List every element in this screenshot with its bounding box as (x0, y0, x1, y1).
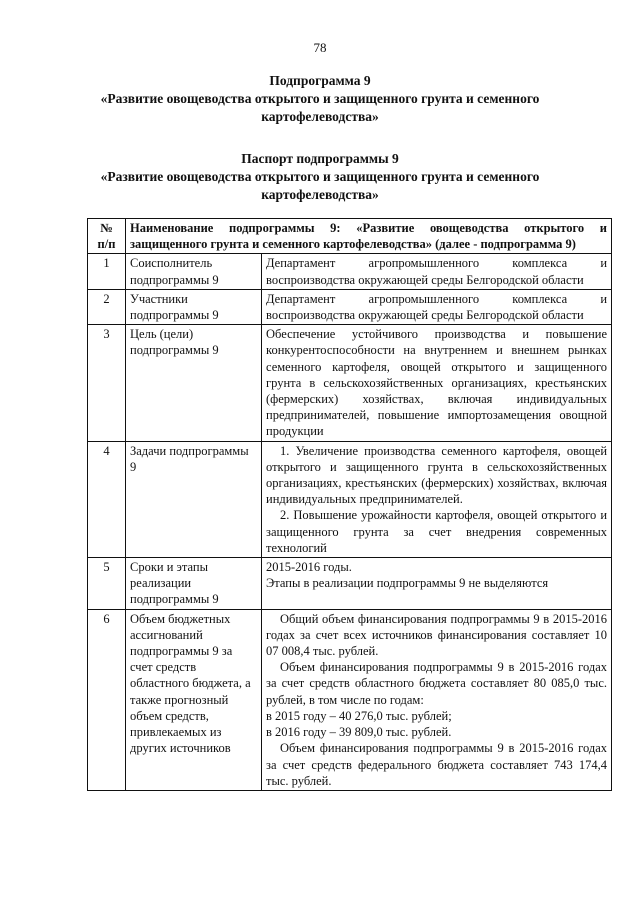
row-content-paragraph: Этапы в реализации подпрограммы 9 не выделяются (266, 576, 549, 591)
row-content-paragraph: Обеспечение устойчивого производства и повышение конкурентоспособности на внутреннем и внешнем рынках семенного картофеля, овощей открытого и защищенного грунта в сельскохозяйственных организациях, крестьянских (фермерских) хозяйствах, включая индивидуальных предпринимателей, повышение импортозамещения овощной продукции (266, 327, 608, 439)
row-content-paragraph: Объем финансирования подпрограммы 9 в 2015-2016 годах за счет средств федерального бюджета составляет 743 174,4 тыс. рублей. (266, 741, 608, 788)
row-content-paragraph: в 2015 году – 40 276,0 тыс. рублей; (266, 708, 452, 723)
row-content-paragraph: Департамент агропромышленного комплекса и воспроизводства окружающей среды Белгородской области (266, 291, 608, 323)
passport-title-line-1: Паспорт подпрограммы 9 (241, 151, 399, 166)
row-content-paragraph: Объем финансирования подпрограммы 9 в 2015-2016 годах за счет средств областного бюджета составляет 80 085,0 тыс. рублей, в том числе по годам: (266, 660, 608, 707)
table-row (88, 325, 612, 441)
page-number: 78 (313, 40, 327, 55)
row-label: Сроки и этапы реализации подпрограммы 9 (126, 558, 262, 610)
header-name-cell: Наименование подпрограммы 9: «Развитие овощеводства открытого и защищенного грунта и семенного картофелеводства» (далее - подпрограмма 9) (126, 219, 612, 254)
table-header-row (88, 219, 612, 254)
passport-table (87, 218, 612, 791)
row-content-paragraph: Департамент агропромышленного комплекса и воспроизводства окружающей среды Белгородской области (266, 256, 608, 287)
table-row (88, 441, 612, 557)
row-content-paragraph: в 2016 году – 39 809,0 тыс. рублей. (266, 725, 452, 740)
row-content (262, 325, 612, 441)
passport-title-line-2: «Развитие овощеводства открытого и защищенного грунта и семенного (100, 169, 540, 184)
row-content (262, 609, 612, 790)
program-title-line-2: «Развитие овощеводства открытого и защищенного грунта и семенного (100, 91, 540, 106)
row-label: Объем бюджетных ассигнований подпрограммы 9 за счет средств областного бюджета, а также прогнозный объем средств, привлекаемых из других источников (126, 609, 262, 790)
row-content (262, 441, 612, 557)
passport-title-line-3: картофелеводства» (261, 187, 379, 202)
row-content-paragraph: 1. Увеличение производства семенного картофеля, овощей открытого и защищенного грунта в сельскохозяйственных организациях, крестьянских (фермерских) хозяйствах, включая индивидуальных предпринимателей. (266, 443, 608, 507)
row-content (262, 558, 612, 610)
row-content-paragraph: Общий объем финансирования подпрограммы 9 в 2015-2016 годах за счет всех источников финансирования составляет 10 07 008,4 тыс. рублей. (266, 611, 608, 659)
program-title-line-1: Подпрограмма 9 (269, 73, 371, 88)
row-number: 2 (88, 289, 126, 324)
program-title-line-3: картофелеводства» (261, 109, 379, 124)
table-row (88, 609, 612, 790)
row-number: 5 (88, 558, 126, 610)
table-row (88, 254, 612, 289)
header-number-abbrev: п/п (97, 237, 116, 252)
row-label: Участники подпрограммы 9 (126, 289, 262, 324)
row-number: 1 (88, 254, 126, 289)
row-content-paragraph: 2. Повышение урожайности картофеля, овощей открытого и защищенного грунта за счет внедрения современных технологий (266, 508, 608, 555)
program-title (100, 72, 540, 126)
header-number-cell (88, 219, 126, 254)
row-content (262, 254, 612, 289)
row-content (262, 289, 612, 324)
row-label: Задачи подпрограммы 9 (126, 441, 262, 557)
passport-title (100, 150, 540, 204)
row-content-paragraph: 2015-2016 годы. (266, 560, 352, 575)
table-row (88, 558, 612, 610)
row-label: Цель (цели) подпрограммы 9 (126, 325, 262, 441)
header-number-symbol: № (100, 221, 113, 235)
row-number: 3 (88, 325, 126, 441)
row-number: 6 (88, 609, 126, 790)
table-row (88, 289, 612, 324)
row-label: Соисполнитель подпрограммы 9 (126, 254, 262, 289)
row-number: 4 (88, 441, 126, 557)
